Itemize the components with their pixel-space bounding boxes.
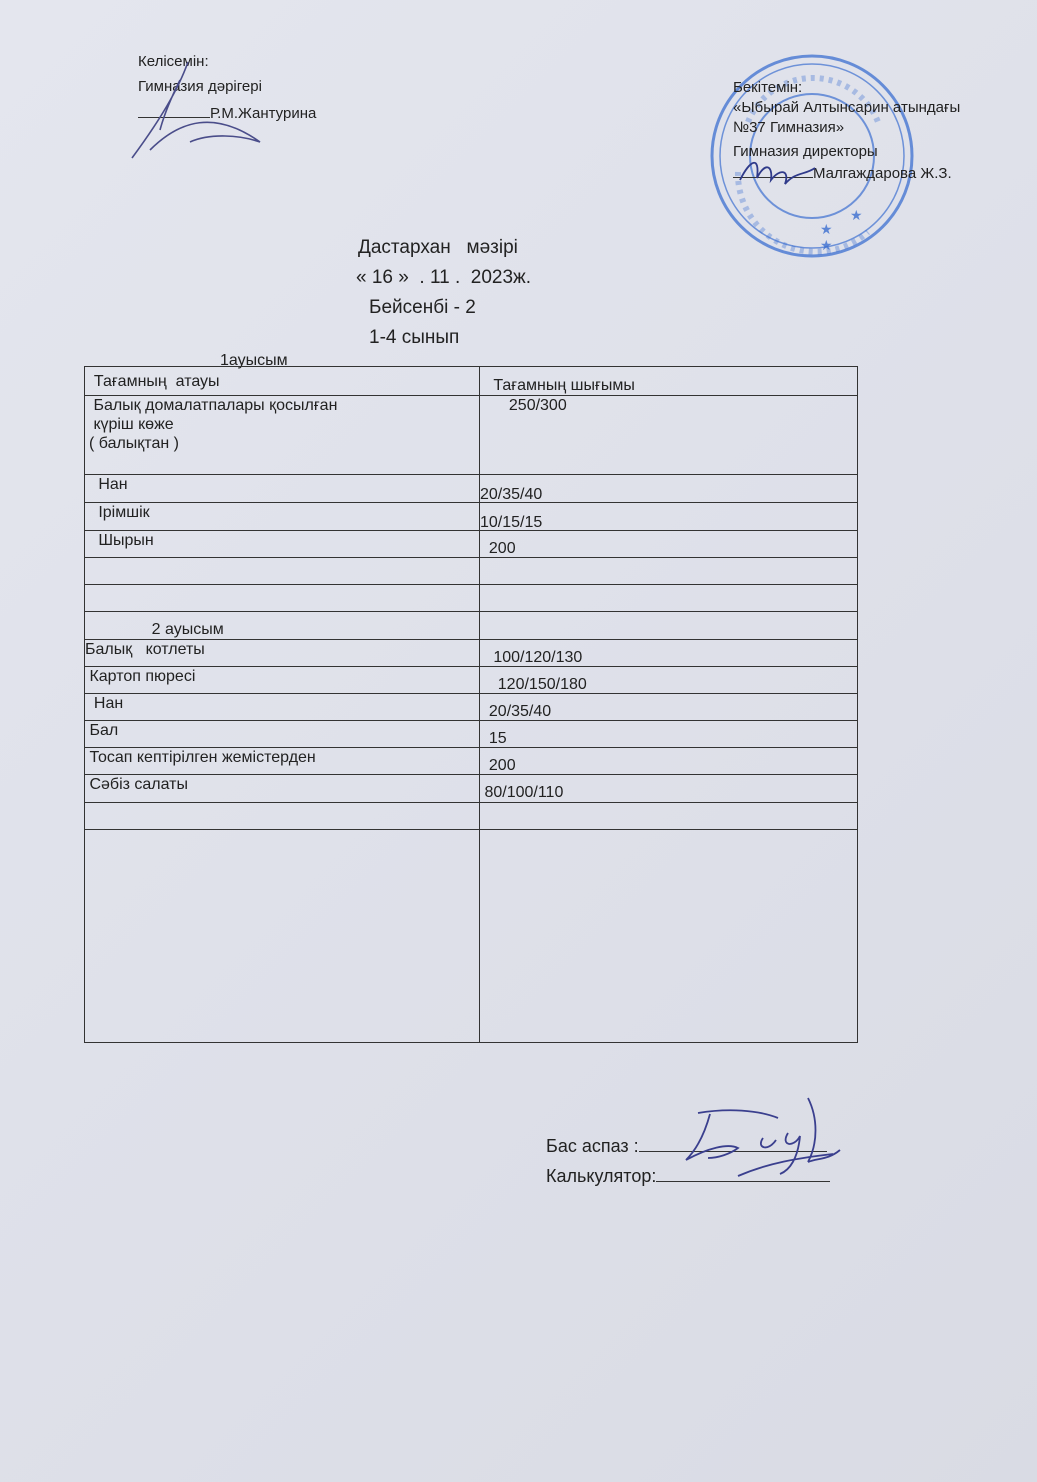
table-row [85,747,858,774]
dish-name-cell: Балық домалатпалары қосылған күріш көже ( балықтан ) [85,396,480,475]
table-row [85,802,858,829]
dish-name-cell: Балық котлеты [85,640,480,667]
table-row [85,829,858,1042]
dish-yield-cell: 20/35/40 [480,693,858,720]
table-row [85,558,858,585]
table-row [85,693,858,720]
svg-text:★: ★ [850,208,863,224]
approval-director-name: Малгаждарова Ж.З. [813,165,952,182]
approval-school-number: №37 Гимназия» [733,119,845,136]
shift-1-label: 1ауысым [220,352,288,369]
dish-yield-cell [480,585,858,612]
menu-title: Дастархан мәзірі [358,237,518,258]
dish-yield-cell [480,611,858,639]
dish-name-cell: Картоп пюресі [85,667,480,694]
dish-yield-cell: 20/35/40 [480,474,858,502]
chef-signature-icon [668,1088,858,1183]
svg-text:★: ★ [820,222,833,238]
dish-name-cell: Бал [85,720,480,747]
doctor-signature-icon [120,50,310,165]
table-row [85,396,858,475]
dish-name-cell: Сәбіз салаты [85,774,480,802]
table-row [85,474,858,502]
director-signature-icon [735,150,825,195]
calculator-label: Калькулятор: [546,1166,657,1186]
table-row [85,774,858,802]
dish-yield-cell [480,802,858,829]
dish-yield-cell [480,558,858,585]
shift-2-label: 2 ауысым [85,611,480,639]
menu-day: Бейсенбі - 2 [369,297,476,318]
approval-agree-label: Келісемін: [138,53,209,70]
dish-yield-cell: 80/100/110 [480,774,858,802]
table-row [85,531,858,558]
chef-label: Бас аспаз : [546,1136,639,1156]
svg-text:★: ★ [820,238,833,254]
dish-name-cell: Тосап кептірілген жемістерден [85,747,480,774]
dish-yield-cell: 10/15/15 [480,503,858,531]
dish-name-cell: Ірімшік [85,503,480,531]
menu-grade: 1-4 сынып [369,327,460,348]
table-row [85,720,858,747]
dish-name-cell [85,802,480,829]
approval-doctor-label: Гимназия дәрігері [138,78,262,95]
shift-2-row [85,611,858,639]
dish-name-cell [85,585,480,612]
menu-date: « 16 » . 11 . 2023ж. [356,267,532,288]
dish-name-cell: Нан [85,693,480,720]
dish-name-cell: Нан [85,474,480,502]
dish-name-cell [85,829,480,1042]
table-row [85,585,858,612]
approval-school-name: «Ыбырай Алтынсарин атындағы [733,99,961,116]
column-header-dish-name: Тағамның атауы [85,367,480,396]
dish-name-cell [85,558,480,585]
dish-yield-cell: 15 [480,720,858,747]
table-row [85,667,858,694]
dish-yield-cell: 250/300 [480,396,858,475]
dish-name-cell: Шырын [85,531,480,558]
menu-table [84,366,858,1043]
approval-director-label: Гимназия директоры [733,143,878,160]
table-row [85,640,858,667]
approval-confirm-label: Бекітемін: [733,79,803,96]
dish-yield-cell [480,829,858,1042]
table-row [85,503,858,531]
dish-yield-cell: 200 [480,747,858,774]
table-header-row [85,367,858,396]
approval-doctor-name: Р.М.Жантурина [210,105,317,122]
dish-yield-cell: 200 [480,531,858,558]
column-header-yield: Тағамның шығымы [480,367,858,396]
dish-yield-cell: 100/120/130 [480,640,858,667]
dish-yield-cell: 120/150/180 [480,667,858,694]
